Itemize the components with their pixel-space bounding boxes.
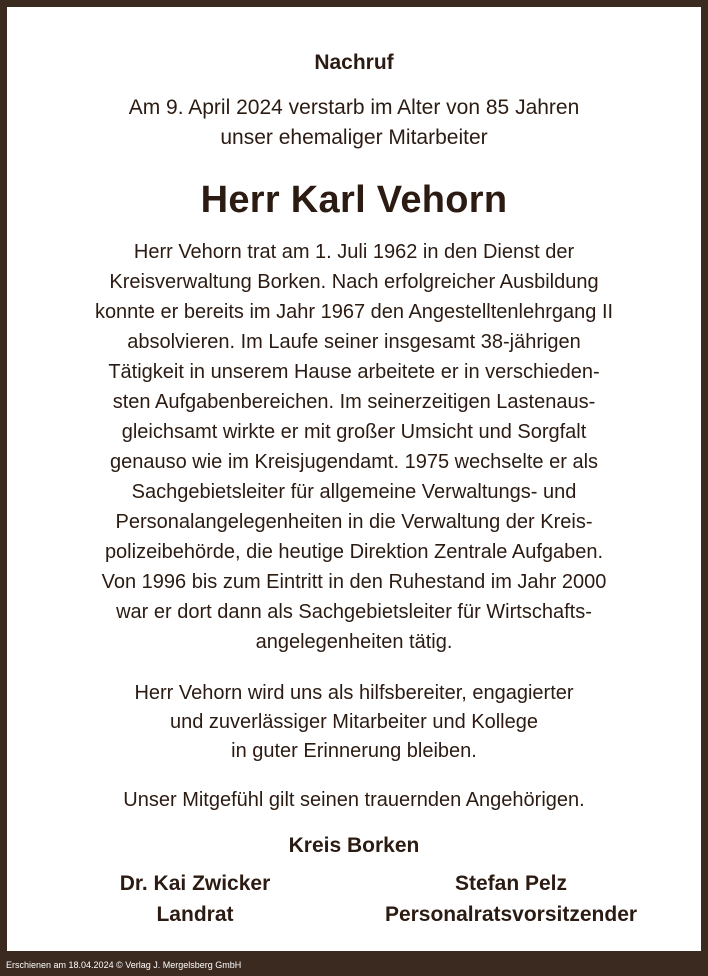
signature-block-left (75, 868, 315, 930)
signatory-title: Personalratsvorsitzender (384, 903, 638, 926)
signatory-name: Stefan Pelz (454, 872, 568, 895)
body-line: Kreisverwaltung Borken. Nach erfolgreicher Ausbildung (109, 271, 599, 293)
body-line: genauso wie im Kreisjugendamt. 1975 wechselte er als (109, 451, 599, 473)
body-line: angelegenheiten tätig. (255, 631, 453, 653)
body-line: sten Aufgabenbereichen. Im seinerzeitigen Lastenaus- (112, 391, 596, 413)
signature-block-right (351, 868, 671, 930)
sympathy-text: Unser Mitgefühl gilt seinen trauernden Angehörigen. (123, 789, 585, 811)
biography-text (7, 237, 701, 657)
closing-line: in guter Erinnerung bleiben. (231, 740, 477, 762)
closing-line: Herr Vehorn wird uns als hilfsbereiter, engagierter (134, 682, 574, 704)
closing-line: und zuverlässiger Mitarbeiter und Kollege (170, 711, 538, 733)
obituary-card (7, 7, 701, 951)
publication-footer: Erschienen am 18.04.2024 © Verlag J. Mergelsberg GmbH (6, 960, 242, 970)
closing-text (7, 679, 701, 766)
organization-name: Kreis Borken (288, 834, 420, 857)
body-line: konnte er bereits im Jahr 1967 den Angestelltenlehrgang II (94, 301, 614, 323)
body-line: Sachgebietsleiter für allgemeine Verwaltungs- und (131, 481, 577, 503)
body-line: polizeibehörde, die heutige Direktion Zentrale Aufgaben. (104, 541, 604, 563)
body-line: Herr Vehorn trat am 1. Juli 1962 in den Dienst der (133, 241, 575, 263)
intro-line: Am 9. April 2024 verstarb im Alter von 85 Jahren (128, 96, 580, 119)
body-line: Von 1996 bis zum Eintritt in den Ruhestand im Jahr 2000 (101, 571, 607, 593)
body-line: Tätigkeit in unserem Hause arbeitete er in verschieden- (108, 361, 600, 383)
body-line: absolvieren. Im Laufe seiner insgesamt 38-jährigen (127, 331, 581, 353)
heading: Nachruf (314, 51, 394, 74)
body-line: gleichsamt wirkte er mit großer Umsicht und Sorgfalt (121, 421, 587, 443)
body-line: war er dort dann als Sachgebietsleiter für Wirtschafts- (116, 601, 592, 623)
deceased-name: Herr Karl Vehorn (200, 179, 508, 221)
signatory-name: Dr. Kai Zwicker (119, 872, 271, 895)
signatory-title: Landrat (156, 903, 234, 926)
intro-text (7, 93, 701, 153)
body-line: Personalangelegenheiten in die Verwaltung der Kreis- (115, 511, 593, 533)
intro-line: unser ehemaliger Mitarbeiter (220, 126, 488, 149)
